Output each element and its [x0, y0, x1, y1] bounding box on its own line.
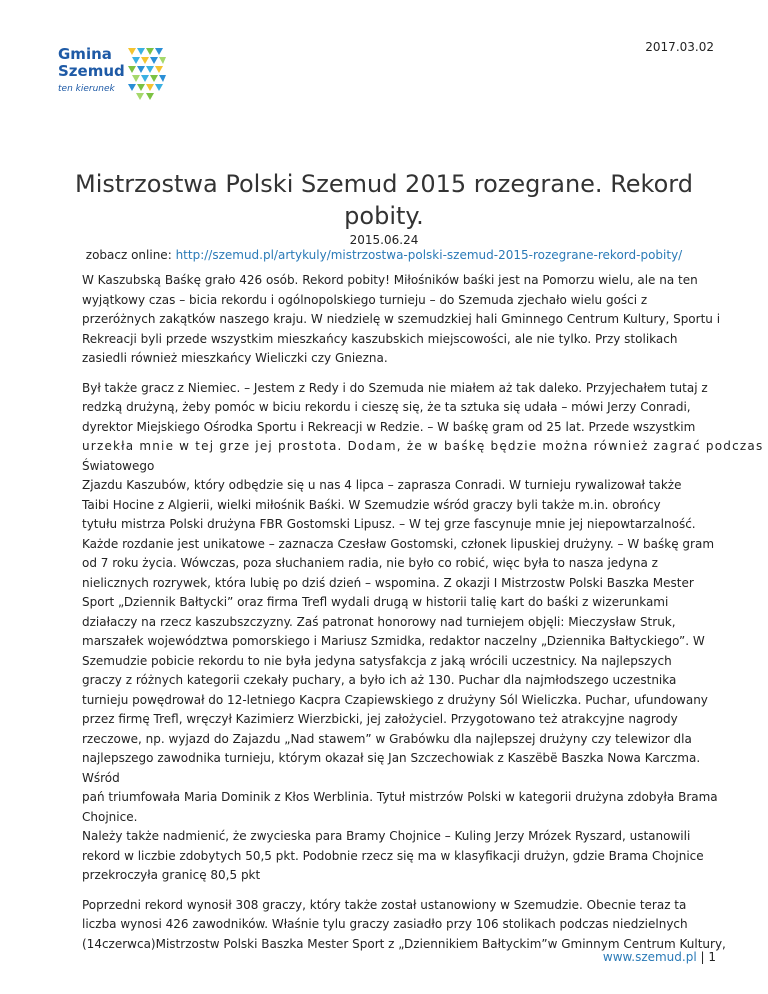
- text-line: Każde rozdanie jest unikatowe – zaznacza Czesław Gostomski, członek lipuskiej drużyny. – W baśkę gram: [82, 536, 715, 551]
- article-url-link[interactable]: http://szemud.pl/artykuly/mistrzostwa-polski-szemud-2015-rozegrane-rekord-pobity/: [175, 248, 683, 262]
- text-line: tytułu mistrza Polski drużyna FBR Gostomski Lipusz. – W tej grze fascynuje mnie jej niepowtarzalność.: [82, 517, 696, 531]
- text-line: wyjątkowy czas – bicia rekordu i ogólnopolskiego turnieju – do Szemuda zjechało wielu gości z: [82, 292, 648, 307]
- online-link-row: [0, 248, 768, 262]
- text-line: rekord w liczbie zdobytych 50,5 pkt. Podobnie rzecz się ma w klasyfikacji drużyn, gdzie Brama Chojnice: [82, 848, 704, 863]
- text-line: Szemudzie pobicie rekordu to nie była jedyna satysfakcja z jaką wrócili uczestnicy. Na najlepszych: [82, 653, 672, 668]
- text-line: Należy także nadmienić, że zwycieska para Bramy Chojnice – Kuling Jerzy Mrózek Ryszard, ustanowili: [82, 829, 691, 843]
- text-line: Poprzedni rekord wynosił 308 graczy, który także został ustanowiony w Szemudzie. Obecnie teraz ta: [82, 897, 687, 912]
- text-line: (14czerwca)Mistrzostw Polski Baszka Mester Sport z „Dziennikiem Bałtyckim”w Gminnym Centrum Kultury,: [82, 936, 726, 951]
- page-footer: [603, 950, 716, 964]
- text-line: urzekła mnie w tej grze jej prostota. Dodam, że w baśkę będzie można również zagrać podczas: [82, 439, 764, 453]
- paragraph-1: [82, 271, 721, 369]
- text-line: Wśród: [82, 770, 120, 785]
- text-line: Zjazdu Kaszubów, który odbędzie się u nas 4 lipca – zaprasza Conradi. W turnieju rywalizował także: [82, 478, 682, 492]
- document-date: 2017.03.02: [645, 40, 714, 54]
- logo-motto: ten kierunek: [58, 84, 115, 94]
- text-line: Sport „Dziennik Bałtycki” oraz firma Trefl wydali drugą w historii talię kart do baśki z wizerunkami: [82, 595, 669, 609]
- gmina-szemud-logo: [58, 46, 168, 102]
- text-line: od 7 roku życia. Wówczas, poza słuchaniem radia, nie było co robić, więc była to nasza jedyna z: [82, 556, 658, 570]
- footer-site-link[interactable]: www.szemud.pl: [602, 950, 697, 964]
- text-line: Rekreacji byli przede wszystkim mieszkańcy kaszubskich miejscowości, ale nie tylko. Przy stolikach: [82, 331, 678, 346]
- text-line: redzką drużyną, żeby pomóc w biciu rekordu i cieszę się, że ta sztuka się udała – mówi Jerzy Conradi,: [82, 400, 691, 414]
- article-title: Mistrzostwa Polski Szemud 2015 rozegrane. Rekord pobity.: [75, 170, 693, 230]
- logo-line-1: Gmina: [58, 45, 112, 63]
- text-line: dyrektor Miejskiego Ośrodka Sportu i Rekreacji w Redzie. – W baśkę gram od 25 lat. Przede wszystkim: [82, 419, 696, 434]
- text-line: rzeczowe, np. wyjazd do Zajazdu „Nad stawem” w Grabówku dla najlepszej drużyny czy telewizor dla: [82, 731, 692, 746]
- text-line: Był także gracz z Niemiec. – Jestem z Redy i do Szemuda nie miałem aż tak daleko. Przyjechałem tutaj z: [82, 380, 708, 395]
- online-label: zobacz online:: [85, 248, 176, 262]
- triangle-mosaic-icon: [128, 48, 166, 100]
- logo-text: [58, 46, 125, 80]
- text-line: przeróżnych zakątków naszego kraju. W niedzielę w szemudzkiej hali Gminnego Centrum Kultury, Sportu i: [82, 312, 721, 326]
- paragraph-3: [82, 896, 726, 955]
- article-body: [82, 271, 764, 964]
- text-line: pań triumfowała Maria Dominik z Kłos Werblinia. Tytuł mistrzów Polski w kategorii drużyna zdobyła Brama: [82, 790, 718, 804]
- text-line: graczy z różnych kategorii czekały puchary, a było ich aż 130. Puchar dla najmłodszego uczestnika: [82, 673, 677, 687]
- footer-separator: |: [696, 950, 709, 964]
- paragraph-2: [82, 379, 764, 886]
- page-number: 1: [708, 950, 716, 964]
- text-line: Światowego: [82, 458, 155, 473]
- text-line: Taibi Hocine z Algierii, wielki miłośnik Baśki. W Szemudzie wśród graczy byli także m.in. obrońcy: [82, 497, 661, 512]
- text-line: W Kaszubską Baśkę grało 426 osób. Rekord pobity! Miłośników baśki jest na Pomorzu wielu, ale na ten: [82, 273, 698, 287]
- logo-line-2: Szemud: [58, 62, 125, 80]
- text-line: Chojnice.: [82, 809, 138, 824]
- text-line: przekroczyła granicę 80,5 pkt: [82, 868, 261, 882]
- text-line: przez firmę Trefl, wręczył Kazimierz Wierzbicki, jej założyciel. Przygotowano też atrakcyjne nagrody: [82, 712, 678, 726]
- text-line: nielicznych rozrywek, która lubię po dziś dzień – wspomina. Z okazji I Mistrzostw Polski Baszka Mester: [82, 575, 694, 590]
- text-line: działaczy na rzecz kaszubszczyzny. Zaś patronat honorowy nad turniejem objęli: Mieczysław Struk,: [82, 614, 676, 629]
- text-line: liczba wynosi 426 zawodników. Właśnie tylu graczy zasiadło przy 106 stolikach podczas niedzielnych: [82, 917, 688, 931]
- text-line: zasiedli również mieszkańcy Wieliczki czy Gniezna.: [82, 351, 388, 365]
- publication-date: 2015.06.24: [349, 233, 419, 247]
- text-line: turnieju powędrował do 12-letniego Kacpra Czapiewskiego z drużyny Sól Wieliczka. Puchar, ufundowany: [82, 692, 708, 707]
- text-line: marszałek województwa pomorskiego i Mariusz Szmidka, redaktor naczelny „Dziennika Bałtyckiego”. W: [82, 634, 705, 648]
- text-line: najlepszego zawodnika turnieju, którym okazał się Jan Szczechowiak z Kaszëbë Baszka Nowa Karczma.: [82, 751, 701, 765]
